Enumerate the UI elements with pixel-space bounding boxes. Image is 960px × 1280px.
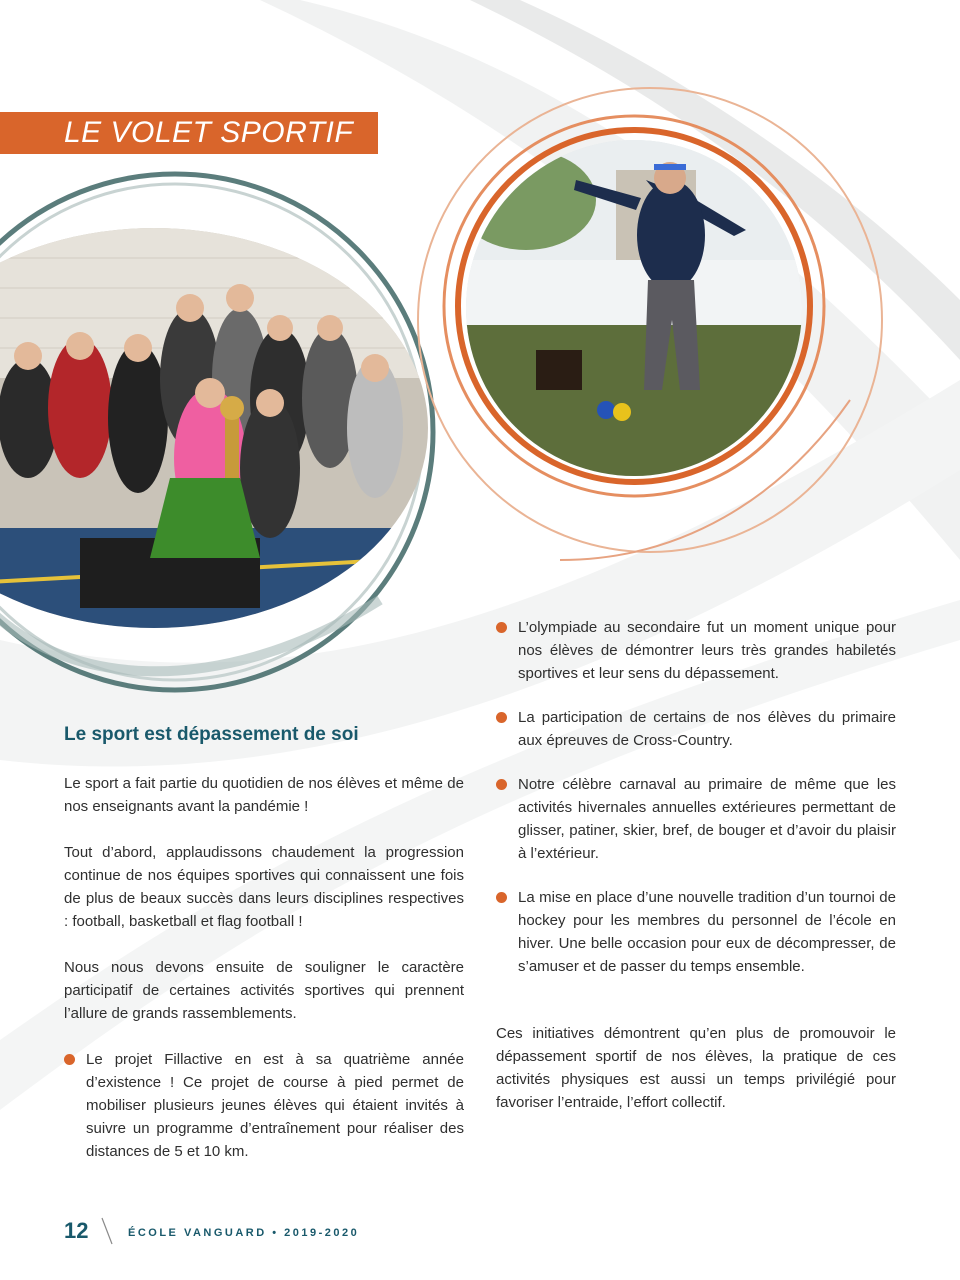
list-item <box>64 1048 464 1163</box>
list-item-text: Le projet Fillactive en est à sa quatrième année d’existence ! Ce projet de course à pied permet de mobiliser plusieurs jeunes élèves qui étaient invités à suivre un programme d’entraînement pour réaliser des distances de 5 et 10 km. <box>86 1051 464 1160</box>
bocce-player-photo <box>466 140 802 476</box>
bullet-dot-icon <box>496 622 507 633</box>
list-item <box>496 886 896 978</box>
list-item-text: Notre célèbre carnaval au primaire de même que les activités hivernales annuelles extérieures permettant de glisser, patiner, skier, bref, de bouger et d’avoir du plaisir à l’extérieur. <box>518 776 896 862</box>
bullet-dot-icon <box>496 712 507 723</box>
banner-title: LE VOLET SPORTIF <box>64 116 354 149</box>
footer-school-name: ÉCOLE VANGUARD • 2019-2020 <box>128 1227 360 1239</box>
list-item-text: L’olympiade au secondaire fut un moment unique pour nos élèves de démontrer leurs très grandes habiletés sportives et leur sens du dépassement. <box>518 619 896 682</box>
paragraph-teams: Tout d’abord, applaudissons chaudement la progression continue de nos équipes sportives qui connaissent une fois de plus de beaux succès dans leurs disciplines respectives : football, basketball et flag football ! <box>64 844 464 930</box>
list-item-text: La participation de certains de nos élèves du primaire aux épreuves de Cross-Country. <box>518 709 896 749</box>
section-title: Le sport est dépassement de soi <box>64 724 359 745</box>
paragraph-participation: Nous nous devons ensuite de souligner le caractère participatif de certaines activités sportives qui prennent l’allure de grands rassemblements. <box>64 959 464 1022</box>
footer-divider-icon <box>100 1216 114 1246</box>
list-item <box>496 773 896 865</box>
left-bullet-list <box>64 1048 464 1163</box>
paragraph-intro: Le sport a fait partie du quotidien de nos élèves et même de nos enseignants avant la pandémie ! <box>64 775 464 815</box>
bullet-dot-icon <box>64 1054 75 1065</box>
list-item-text: La mise en place d’une nouvelle tradition d’un tournoi de hockey pour les membres du personnel de l’école en hiver. Une belle occasion pour eux de décompresser, de s’amuser et de passer du temps ensemble. <box>518 889 896 975</box>
list-item <box>496 616 896 685</box>
bullet-dot-icon <box>496 892 507 903</box>
page-number: 12 <box>64 1218 89 1243</box>
list-item <box>496 706 896 752</box>
right-bullet-list <box>496 616 896 999</box>
section-banner <box>0 112 378 154</box>
paragraph-closing: Ces initiatives démontrent qu’en plus de promouvoir le dépassement sportif de nos élèves, la pratique de ces activités physiques est aussi un temps privilégié pour favoriser l’entraide, l’effort collectif. <box>496 1025 896 1111</box>
bullet-dot-icon <box>496 779 507 790</box>
